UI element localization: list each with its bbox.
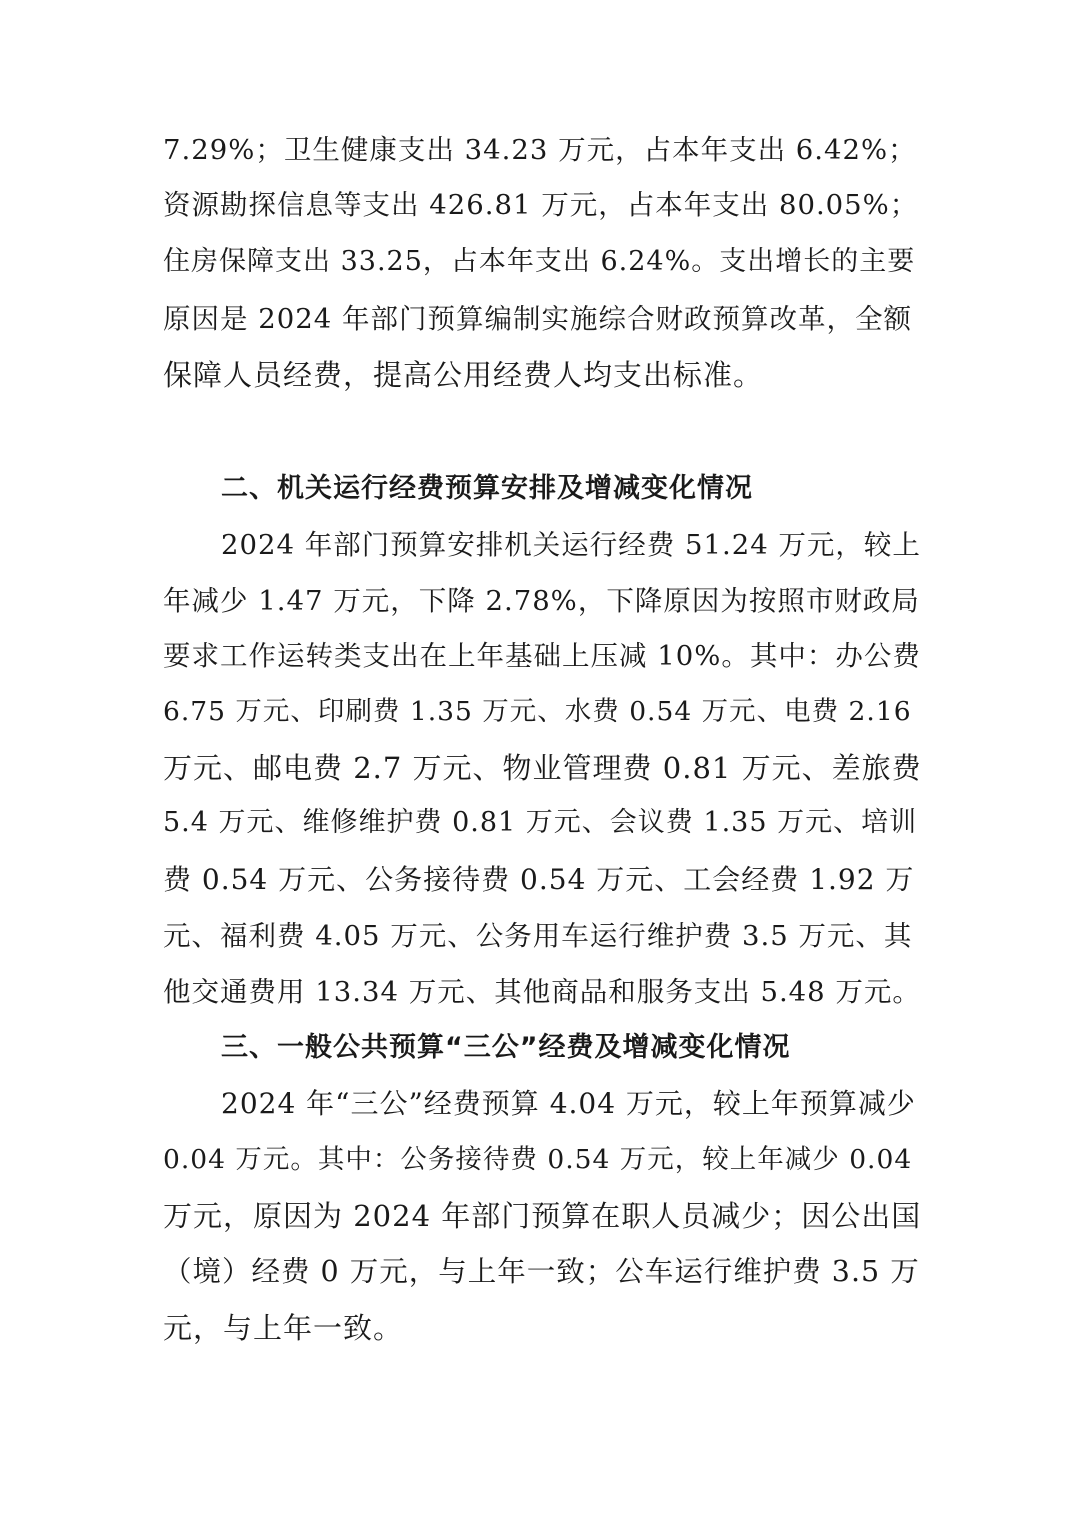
paragraph-line: 住房保障支出 33.25，占本年支出 6.24%。支出增长的主要 (163, 246, 916, 277)
paragraph-line: 2024 年部门预算安排机关运行经费 51.24 万元，较上 (221, 529, 921, 561)
paragraph-line: 年减少 1.47 万元，下降 2.78%，下降原因为按照市财政局 (163, 585, 920, 617)
paragraph-line: 元、福利费 4.05 万元、公务用车运行维护费 3.5 万元、其 (163, 920, 913, 952)
paragraph-line: 他交通费用 13.34 万元、其他商品和服务支出 5.48 万元。 (163, 976, 921, 1008)
paragraph-line: 要求工作运转类支出在上年基础上压减 10%。其中：办公费 (163, 640, 921, 672)
paragraph-line: 保障人员经费，提高公用经费人均支出标准。 (163, 358, 764, 392)
paragraph-line: （境）经费 0 万元，与上年一致；公车运行维护费 3.5 万 (163, 1255, 920, 1288)
paragraph-line: 资源勘探信息等支出 426.81 万元，占本年支出 80.05%； (163, 189, 919, 221)
paragraph-line: 6.75 万元、印刷费 1.35 万元、水费 0.54 万元、电费 2.16 (163, 696, 912, 727)
paragraph-line: 5.4 万元、维修维护费 0.81 万元、会议费 1.35 万元、培训 (163, 807, 918, 838)
paragraph-line: 元，与上年一致。 (163, 1311, 404, 1345)
section-heading: 二、机关运行经费预算安排及增减变化情况 (221, 473, 753, 504)
paragraph-line: 费 0.54 万元、公务接待费 0.54 万元、工会经费 1.92 万 (163, 863, 915, 896)
paragraph-line: 0.04 万元。其中：公务接待费 0.54 万元，较上年减少 0.04 (163, 1144, 913, 1175)
paragraph-line: 7.29%；卫生健康支出 34.23 万元，占本年支出 6.42%； (163, 134, 917, 166)
paragraph-line: 万元、邮电费 2.7 万元、物业管理费 0.81 万元、差旅费 (163, 751, 922, 785)
paragraph-line: 万元，原因为 2024 年部门预算在职人员减少；因公出国 (163, 1199, 922, 1233)
paragraph-line: 原因是 2024 年部门预算编制实施综合财政预算改革，全额 (163, 303, 912, 335)
paragraph-line: 2024 年“三公”经费预算 4.04 万元，较上年预算减少 (221, 1087, 916, 1120)
section-heading: 三、一般公共预算“三公”经费及增减变化情况 (221, 1032, 791, 1063)
